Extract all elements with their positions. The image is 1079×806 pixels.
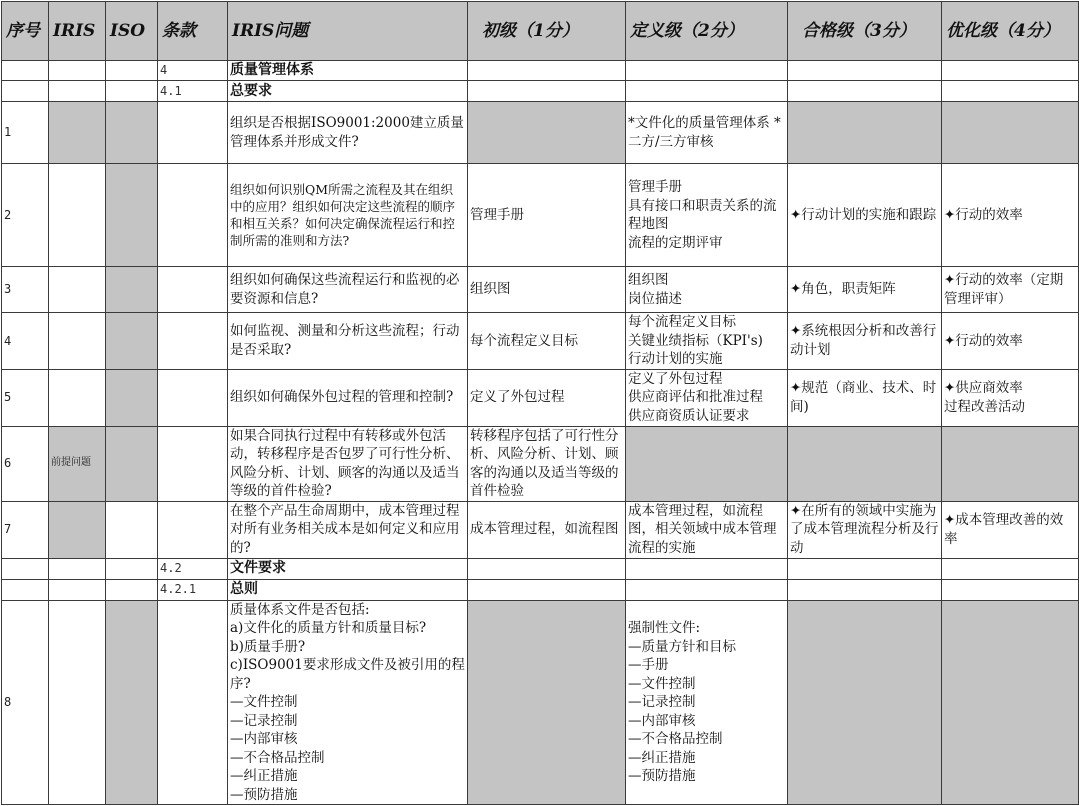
cell-no: 3: [2, 267, 49, 313]
cell-level-1: 转移程序包括了可行性分析、风险分析、计划、顾客的沟通以及适当等级的首件检验: [468, 426, 626, 501]
cell-level-4: [942, 579, 1079, 600]
cell-level-1: 成本管理过程，如流程图: [468, 501, 626, 558]
cell-level-2: 成本管理过程，如流程图，相关领域中成本管理流程的实施: [626, 501, 788, 558]
cell-level-2: [626, 81, 788, 102]
question-row: [2, 369, 1079, 426]
header-cell-clause: 条款: [158, 2, 228, 61]
header-cell-question: IRIS问题: [228, 2, 468, 61]
cell-iso: [106, 313, 158, 370]
cell-iris: [49, 369, 106, 426]
cell-level-3: [788, 558, 942, 579]
cell-level-1: [468, 81, 626, 102]
cell-clause: 4.2.1: [158, 579, 228, 600]
cell-iso: [106, 426, 158, 501]
cell-no: [2, 81, 49, 102]
cell-no: 7: [2, 501, 49, 558]
cell-level-4: [942, 426, 1079, 501]
section-row: [2, 579, 1079, 600]
header-cell-iris: IRIS: [49, 2, 106, 61]
cell-clause: [158, 102, 228, 164]
cell-question: 组织是否根据ISO9001:2000建立质量管理体系并形成文件?: [228, 102, 468, 164]
cell-clause: 4: [158, 61, 228, 81]
cell-level-1: 管理手册: [468, 164, 626, 267]
cell-level-3: ✦规范（商业、技术、时间): [788, 369, 942, 426]
cell-iris: [49, 81, 106, 102]
cell-question: 组织如何确保外包过程的管理和控制?: [228, 369, 468, 426]
cell-level-4: ✦供应商效率 过程改善活动: [942, 369, 1079, 426]
cell-clause: [158, 600, 228, 805]
cell-level-3: [788, 81, 942, 102]
question-row: [2, 600, 1079, 805]
cell-iso: [106, 369, 158, 426]
cell-iso: [106, 501, 158, 558]
cell-level-4: ✦行动的效率: [942, 313, 1079, 370]
cell-no: [2, 558, 49, 579]
cell-iso: [106, 579, 158, 600]
cell-iris: [49, 102, 106, 164]
cell-no: 1: [2, 102, 49, 164]
cell-section-title: 总则: [228, 579, 468, 600]
cell-iso: [106, 164, 158, 267]
cell-level-2: 组织图 岗位描述: [626, 267, 788, 313]
question-row: [2, 501, 1079, 558]
cell-level-4: [942, 61, 1079, 81]
cell-clause: 4.2: [158, 558, 228, 579]
cell-iris: [49, 313, 106, 370]
cell-level-1: 组织图: [468, 267, 626, 313]
cell-no: 4: [2, 313, 49, 370]
cell-level-2: *文件化的质量管理体系 *二方/三方审核: [626, 102, 788, 164]
cell-no: [2, 579, 49, 600]
cell-iris: [49, 164, 106, 267]
cell-iso: [106, 102, 158, 164]
cell-no: 5: [2, 369, 49, 426]
spreadsheet-page: [0, 1, 1079, 806]
cell-level-3: [788, 102, 942, 164]
cell-level-3: [788, 426, 942, 501]
cell-level-1: 定义了外包过程: [468, 369, 626, 426]
cell-clause: [158, 426, 228, 501]
cell-level-1: [468, 600, 626, 805]
cell-no: 6: [2, 426, 49, 501]
cell-level-4: [942, 102, 1079, 164]
cell-level-2: 每个流程定义目标 关键业绩指标（KPI's) 行动计划的实施: [626, 313, 788, 370]
cell-level-3: [788, 600, 942, 805]
cell-clause: [158, 501, 228, 558]
section-row: [2, 558, 1079, 579]
iris-assessment-table: [1, 1, 1079, 805]
cell-iris: [49, 267, 106, 313]
cell-no: [2, 61, 49, 81]
cell-level-1: 每个流程定义目标: [468, 313, 626, 370]
cell-question: 如何监视、测量和分析这些流程；行动是否采取?: [228, 313, 468, 370]
cell-no: 8: [2, 600, 49, 805]
cell-level-3: [788, 61, 942, 81]
cell-level-3: [788, 579, 942, 600]
cell-level-2: [626, 61, 788, 81]
cell-no: 2: [2, 164, 49, 267]
header-cell-level-4: 优化级（4分）: [942, 2, 1079, 61]
cell-level-1: [468, 102, 626, 164]
cell-level-1: [468, 579, 626, 600]
cell-level-2: 强制性文件: —质量方针和目标 —手册 —文件控制 —记录控制 —内部审核 —不合格品控制 —纠正措施 —预防措施: [626, 600, 788, 805]
cell-iso: [106, 81, 158, 102]
question-row: [2, 426, 1079, 501]
cell-level-2: [626, 426, 788, 501]
cell-iso: [106, 600, 158, 805]
cell-level-4: ✦行动的效率: [942, 164, 1079, 267]
section-row: [2, 61, 1079, 81]
cell-clause: [158, 164, 228, 267]
header-cell-no: 序号: [2, 2, 49, 61]
cell-level-1: [468, 558, 626, 579]
question-row: [2, 313, 1079, 370]
cell-level-3: ✦行动计划的实施和跟踪: [788, 164, 942, 267]
cell-level-3: ✦系统根因分析和改善行动计划: [788, 313, 942, 370]
question-row: [2, 164, 1079, 267]
cell-iso: [106, 558, 158, 579]
cell-level-2: 管理手册 具有接口和职责关系的流程地图 流程的定期评审: [626, 164, 788, 267]
header-cell-level-2: 定义级（2分）: [626, 2, 788, 61]
cell-clause: [158, 369, 228, 426]
cell-section-title: 总要求: [228, 81, 468, 102]
header-cell-level-3: 合格级（3分）: [788, 2, 942, 61]
cell-iris: [49, 558, 106, 579]
cell-question: 质量体系文件是否包括: a)文件化的质量方针和质量目标? b)质量手册? c)ISO9001要求形成文件及被引用的程序? —文件控制 —记录控制 —内部审核 —不合格品控制 —纠正措施 —预防措施: [228, 600, 468, 805]
question-row: [2, 267, 1079, 313]
header-row: [2, 2, 1079, 61]
cell-level-4: ✦行动的效率（定期管理评审）: [942, 267, 1079, 313]
cell-question: 组织如何确保这些流程运行和监视的必要资源和信息?: [228, 267, 468, 313]
cell-question: 在整个产品生命周期中，成本管理过程对所有业务相关成本是如何定义和应用的?: [228, 501, 468, 558]
header-cell-level-1: 初级（1分）: [468, 2, 626, 61]
cell-level-3: ✦角色，职责矩阵: [788, 267, 942, 313]
cell-section-title: 文件要求: [228, 558, 468, 579]
header-cell-iso: ISO: [106, 2, 158, 61]
question-row: [2, 102, 1079, 164]
cell-level-1: [468, 61, 626, 81]
cell-iso: [106, 267, 158, 313]
cell-section-title: 质量管理体系: [228, 61, 468, 81]
cell-iris: [49, 579, 106, 600]
cell-clause: [158, 267, 228, 313]
cell-question: 如果合同执行过程中有转移或外包活动，转移程序是否包罗了可行性分析、风险分析、计划、顾客的沟通以及适当等级的首件检验?: [228, 426, 468, 501]
cell-level-2: [626, 579, 788, 600]
cell-level-4: [942, 600, 1079, 805]
cell-level-2: 定义了外包过程 供应商评估和批准过程 供应商资质认证要求: [626, 369, 788, 426]
cell-level-4: [942, 558, 1079, 579]
cell-level-2: [626, 558, 788, 579]
cell-iso: [106, 61, 158, 81]
section-row: [2, 81, 1079, 102]
cell-level-4: [942, 81, 1079, 102]
cell-question: 组织如何识别QM所需之流程及其在组织中的应用？组织如何决定这些流程的顺序和相互关系？如何决定确保流程运行和控制所需的准则和方法?: [228, 164, 468, 267]
cell-iris: [49, 61, 106, 81]
cell-clause: 4.1: [158, 81, 228, 102]
cell-iris-precondition: 前提问题: [49, 426, 106, 501]
cell-iris: [49, 600, 106, 805]
cell-level-3: ✦在所有的领域中实施为了成本管理流程分析及行动: [788, 501, 942, 558]
cell-level-4: ✦成本管理改善的效率: [942, 501, 1079, 558]
cell-clause: [158, 313, 228, 370]
cell-iris: [49, 501, 106, 558]
